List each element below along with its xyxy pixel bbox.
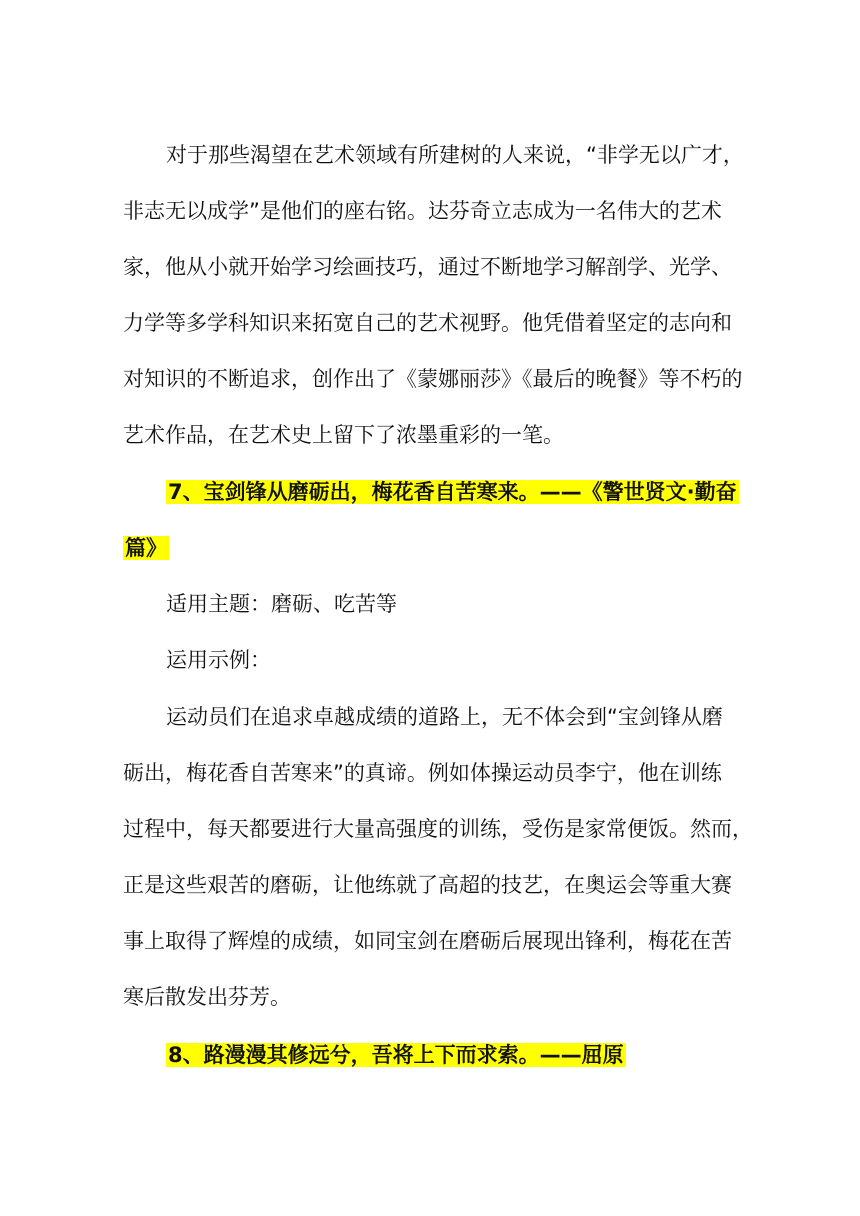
paragraph-line: 寒后散发出芬芳。 [123,985,291,1009]
quote-heading-7-cont [123,533,169,563]
paragraph-line: 正是这些艰苦的磨砺，让他练就了高超的技艺，在奥运会等重大赛 [123,873,732,897]
paragraph-line: 力学等多学科知识来拓宽自己的艺术视野。他凭借着坚定的志向和 [123,311,732,335]
quote-heading-8 [166,1040,626,1070]
highlighted-quote: 8、路漫漫其修远兮，吾将上下而求索。——屈原 [168,1043,624,1067]
paragraph-line: 非志无以成学”是他们的座右铭。达芬奇立志成为一名伟大的艺术 [123,199,722,223]
example-label: 运用示例： [166,648,271,672]
paragraph-line: 过程中，每天都要进行大量高强度的训练，受伤是家常便饭。然而， [123,817,753,841]
theme-line: 适用主题：磨砺、吃苦等 [166,592,397,616]
highlighted-quote: 篇》 [125,536,167,560]
paragraph-line: 家，他从小就开始学习绘画技巧，通过不断地学习解剖学、光学、 [123,255,732,279]
paragraph-line: 对于那些渴望在艺术领域有所建树的人来说，“非学无以广才， [166,143,744,167]
quote-heading-7 [166,477,739,507]
paragraph-line: 砺出，梅花香自苦寒来”的真谛。例如体操运动员李宁，他在训练 [123,761,722,785]
paragraph-line: 事上取得了辉煌的成绩，如同宝剑在磨砺后展现出锋利，梅花在苦 [123,929,732,953]
paragraph-line: 艺术作品，在艺术史上留下了浓墨重彩的一笔。 [123,423,564,447]
paragraph-line: 对知识的不断追求，创作出了《蒙娜丽莎》《最后的晚餐》等不朽的 [123,367,743,391]
highlighted-quote: 7、宝剑锋从磨砺出，梅花香自苦寒来。——《警世贤文·勤奋 [168,480,737,504]
paragraph-line: 运动员们在追求卓越成绩的道路上，无不体会到“宝剑锋从磨 [166,705,723,729]
